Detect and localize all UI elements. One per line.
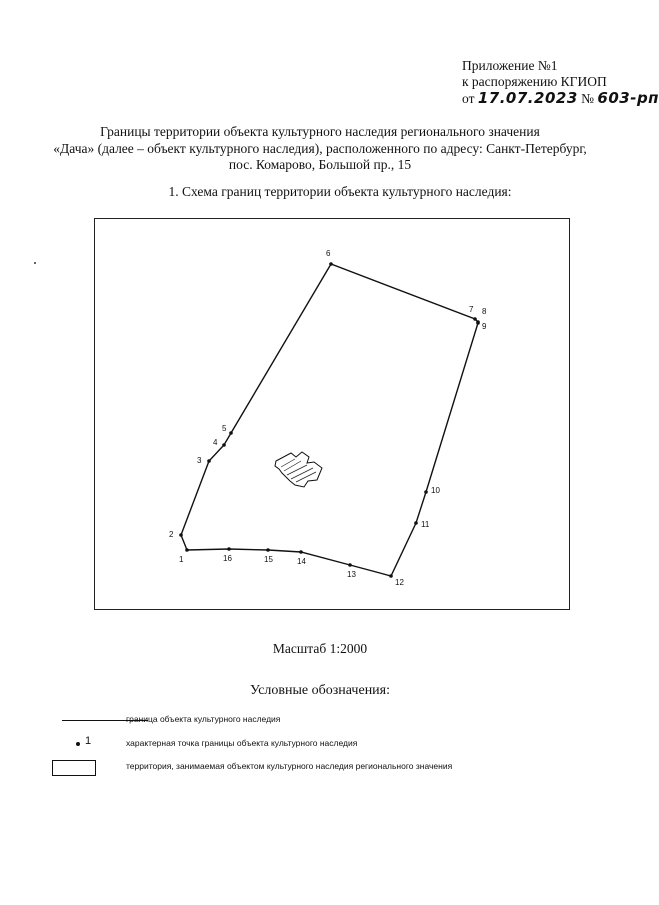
appendix-date-prefix: от	[462, 91, 475, 106]
boundary-point-15	[266, 548, 270, 552]
legend-territory-box-symbol	[52, 760, 96, 776]
boundary-point-label-10: 10	[431, 486, 440, 495]
boundary-point-label-1: 1	[179, 555, 184, 564]
boundary-point-label-15: 15	[264, 555, 273, 564]
boundary-map-canvas	[95, 219, 571, 611]
handwritten-order-number: 603-рп	[597, 89, 659, 107]
number-sign: №	[581, 91, 595, 106]
legend-item-point	[52, 735, 612, 751]
appendix-order-ref: к распоряжению КГИОП	[462, 74, 607, 89]
scan-speck	[34, 262, 36, 264]
map-scale: Масштаб 1:2000	[272, 641, 368, 656]
document-title	[40, 124, 600, 174]
boundary-point-label-3: 3	[197, 456, 202, 465]
boundary-point-16	[227, 547, 231, 551]
boundary-point-label-9: 9	[482, 322, 487, 331]
boundary-line	[181, 264, 478, 576]
legend-item-territory	[52, 760, 612, 780]
appendix-block	[462, 58, 659, 107]
boundary-point-label-12: 12	[395, 578, 404, 587]
title-line-2: «Дача» (далее – объект культурного наследия), расположенного по адресу: Санкт-Петербург,	[53, 140, 587, 156]
title-line-1: Границы территории объекта культурного наследия регионального значения	[100, 124, 540, 139]
boundary-point-label-7: 7	[469, 305, 474, 314]
boundary-point-7	[473, 317, 477, 321]
boundary-point-label-6: 6	[326, 249, 331, 258]
boundary-point-label-2: 2	[169, 530, 174, 539]
boundary-point-label-8: 8	[482, 307, 487, 316]
legend-point-symbol	[76, 742, 80, 746]
boundary-point-label-11: 11	[421, 520, 430, 529]
boundary-point-11	[414, 521, 418, 525]
boundary-point-10	[424, 490, 428, 494]
boundary-point-6	[329, 262, 333, 266]
handwritten-date: 17.07.2023	[477, 89, 578, 107]
legend-point-text: характерная точка границы объекта культурного наследия	[126, 738, 358, 748]
title-line-3: пос. Комарово, Большой пр., 15	[228, 157, 412, 172]
boundary-point-label-4: 4	[213, 438, 218, 447]
boundary-point-label-5: 5	[222, 424, 227, 433]
boundary-point-3	[207, 459, 211, 463]
legend-title: Условные обозначения:	[249, 683, 391, 698]
legend-territory-text: территория, занимаемая объектом культурного наследия регионального значения	[126, 761, 453, 771]
boundary-point-12	[389, 574, 393, 578]
legend-point-number: 1	[85, 735, 92, 747]
appendix-title: Приложение №1	[462, 58, 558, 73]
boundary-point-label-13: 13	[347, 570, 356, 579]
legend-item-boundary	[52, 712, 612, 728]
appendix-date-line	[462, 90, 659, 107]
boundary-point-1	[185, 548, 189, 552]
legend-boundary-text: граница объекта культурного наследия	[126, 714, 281, 724]
section-heading: 1. Схема границ территории объекта культурного наследия:	[168, 184, 512, 199]
boundary-point-2	[179, 533, 183, 537]
boundary-point-4	[222, 443, 226, 447]
boundary-point-9	[476, 321, 480, 325]
boundary-point-13	[348, 563, 352, 567]
boundary-map	[94, 218, 570, 610]
boundary-point-14	[299, 550, 303, 554]
boundary-point-label-14: 14	[297, 557, 306, 566]
boundary-point-5	[229, 431, 233, 435]
boundary-point-label-16: 16	[223, 554, 232, 563]
